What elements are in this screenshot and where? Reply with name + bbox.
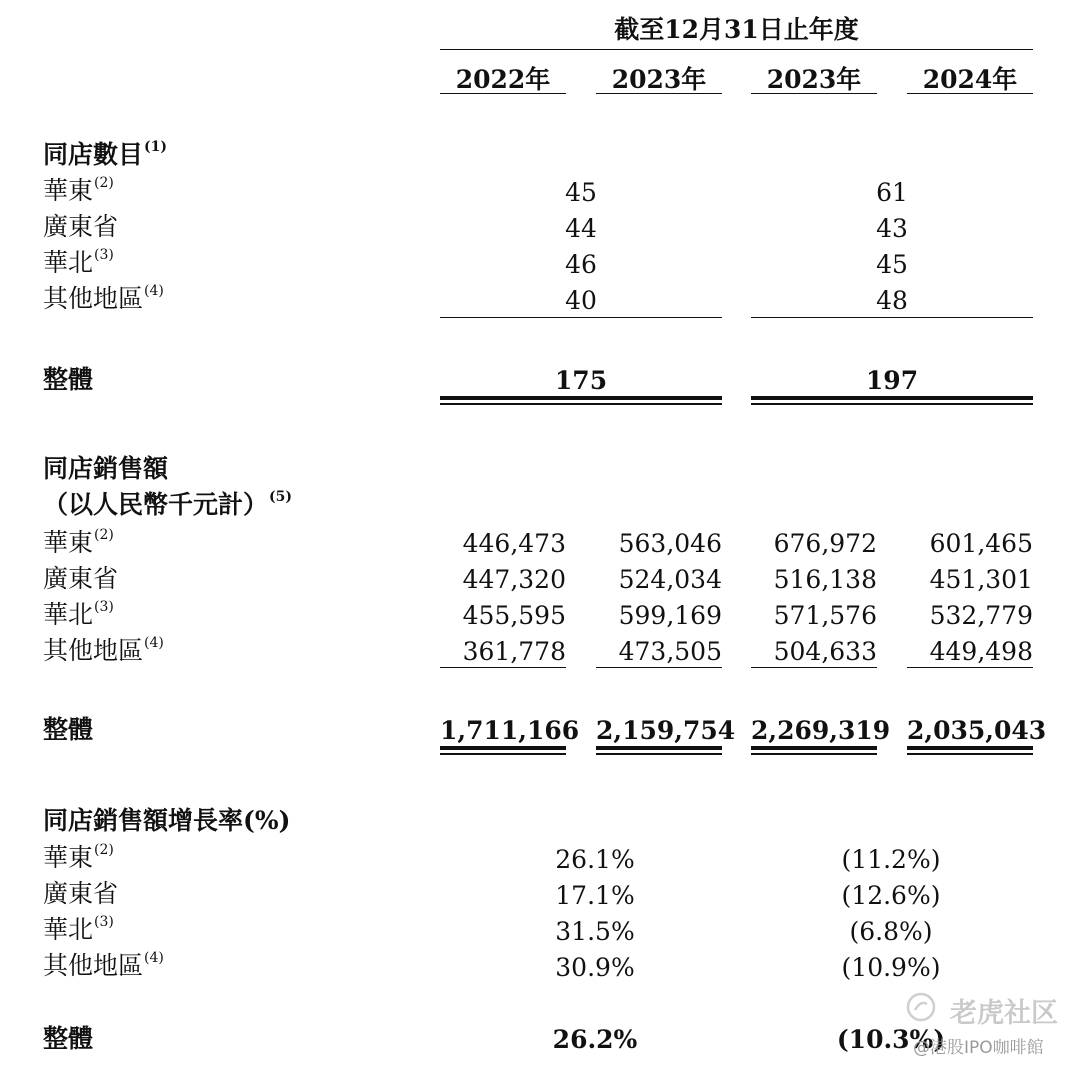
sales-value: 451,301 — [929, 565, 1033, 594]
year-rule-4 — [907, 93, 1033, 94]
sales-value: 524,034 — [618, 565, 722, 594]
growth-total-value: 26.2% — [552, 1025, 638, 1054]
store-count-row-label: 華北$^{(3)}$ — [43, 247, 114, 277]
sales-value: 455,595 — [462, 601, 566, 630]
store-count-value: 61 — [876, 178, 908, 207]
store-count-title: 同店數目$^{(1)}$ — [43, 139, 168, 169]
growth-value: (10.9%) — [841, 953, 941, 982]
sales-total-value: 2,269,319 — [751, 716, 891, 745]
watermark-handle: @港股IPO咖啡館 — [913, 1038, 1044, 1058]
sales-row-label: 華北$^{(3)}$ — [43, 599, 114, 629]
year-header-4: 2024年 — [922, 65, 1018, 94]
total-double-rule — [751, 746, 877, 755]
growth-value: 31.5% — [555, 917, 635, 946]
sales-value: 446,473 — [462, 529, 566, 558]
watermark-logo-icon — [906, 992, 936, 1022]
sales-value: 473,505 — [618, 637, 722, 666]
store-count-value: 44 — [565, 214, 597, 243]
sales-value: 504,633 — [773, 637, 877, 666]
store-count-value: 45 — [876, 250, 908, 279]
store-count-value: 46 — [565, 250, 597, 279]
sales-value: 361,778 — [462, 637, 566, 666]
total-double-rule — [596, 746, 722, 755]
sales-value: 447,320 — [462, 565, 566, 594]
store-count-value: 45 — [565, 178, 597, 207]
growth-row-label: 其他地區$^{(4)}$ — [43, 950, 164, 980]
store-count-row-label: 廣東省 — [43, 212, 119, 241]
growth-total-value: (10.3%) — [836, 1025, 946, 1054]
growth-title: 同店銷售額增長率(%) — [43, 806, 291, 835]
growth-row-label: 華東$^{(2)}$ — [43, 842, 114, 872]
subtotal-rule — [907, 667, 1033, 668]
store-count-row-label: 華東$^{(2)}$ — [43, 175, 114, 205]
sales-value: 676,972 — [773, 529, 877, 558]
sales-value: 516,138 — [773, 565, 877, 594]
total-double-rule — [440, 396, 722, 405]
sales-value: 571,576 — [773, 601, 877, 630]
store-count-total-value: 197 — [865, 366, 919, 395]
store-count-value: 40 — [565, 286, 597, 315]
subtotal-rule — [751, 667, 877, 668]
sales-subtitle: （以人民幣千元計）$^{(5)}$ — [43, 489, 293, 519]
watermark-brand: 老虎社区 — [950, 998, 1058, 1029]
sales-total-value: 2,159,754 — [596, 716, 736, 745]
growth-value: 17.1% — [555, 881, 635, 910]
year-header-3: 2023年 — [766, 65, 862, 94]
total-double-rule — [440, 746, 566, 755]
sales-value: 599,169 — [618, 601, 722, 630]
sales-value: 449,498 — [929, 637, 1033, 666]
year-rule-3 — [751, 93, 877, 94]
sales-value: 601,465 — [929, 529, 1033, 558]
year-rule-1 — [440, 93, 566, 94]
subtotal-rule — [440, 667, 566, 668]
year-header-1: 2022年 — [455, 65, 551, 94]
store-count-value: 48 — [876, 286, 908, 315]
header-rule — [440, 49, 1033, 50]
growth-value: (11.2%) — [841, 845, 941, 874]
sales-title: 同店銷售額 — [43, 454, 169, 483]
total-double-rule — [907, 746, 1033, 755]
total-double-rule — [751, 396, 1033, 405]
sales-value: 563,046 — [618, 529, 722, 558]
sales-total-value: 1,711,166 — [440, 716, 580, 745]
growth-row-label: 廣東省 — [43, 879, 119, 908]
sales-total-label: 整體 — [43, 715, 94, 744]
store-count-total-label: 整體 — [43, 365, 94, 394]
sales-value: 532,779 — [929, 601, 1033, 630]
sales-row-label: 華東$^{(2)}$ — [43, 527, 114, 557]
growth-value: (12.6%) — [841, 881, 941, 910]
year-header-2: 2023年 — [611, 65, 707, 94]
growth-value: 30.9% — [555, 953, 635, 982]
growth-value: (6.8%) — [849, 917, 933, 946]
growth-row-label: 華北$^{(3)}$ — [43, 914, 114, 944]
sales-total-value: 2,035,043 — [907, 716, 1047, 745]
store-count-total-value: 175 — [554, 366, 608, 395]
subtotal-rule — [596, 667, 722, 668]
sales-row-label: 廣東省 — [43, 564, 119, 593]
store-count-value: 43 — [876, 214, 908, 243]
sales-row-label: 其他地區$^{(4)}$ — [43, 635, 164, 665]
year-rule-2 — [596, 93, 722, 94]
subtotal-rule — [751, 317, 1033, 318]
growth-total-label: 整體 — [43, 1024, 94, 1053]
growth-value: 26.1% — [555, 845, 635, 874]
period-title: 截至12月31日止年度 — [614, 15, 859, 44]
store-count-row-label: 其他地區$^{(4)}$ — [43, 283, 164, 313]
subtotal-rule — [440, 317, 722, 318]
